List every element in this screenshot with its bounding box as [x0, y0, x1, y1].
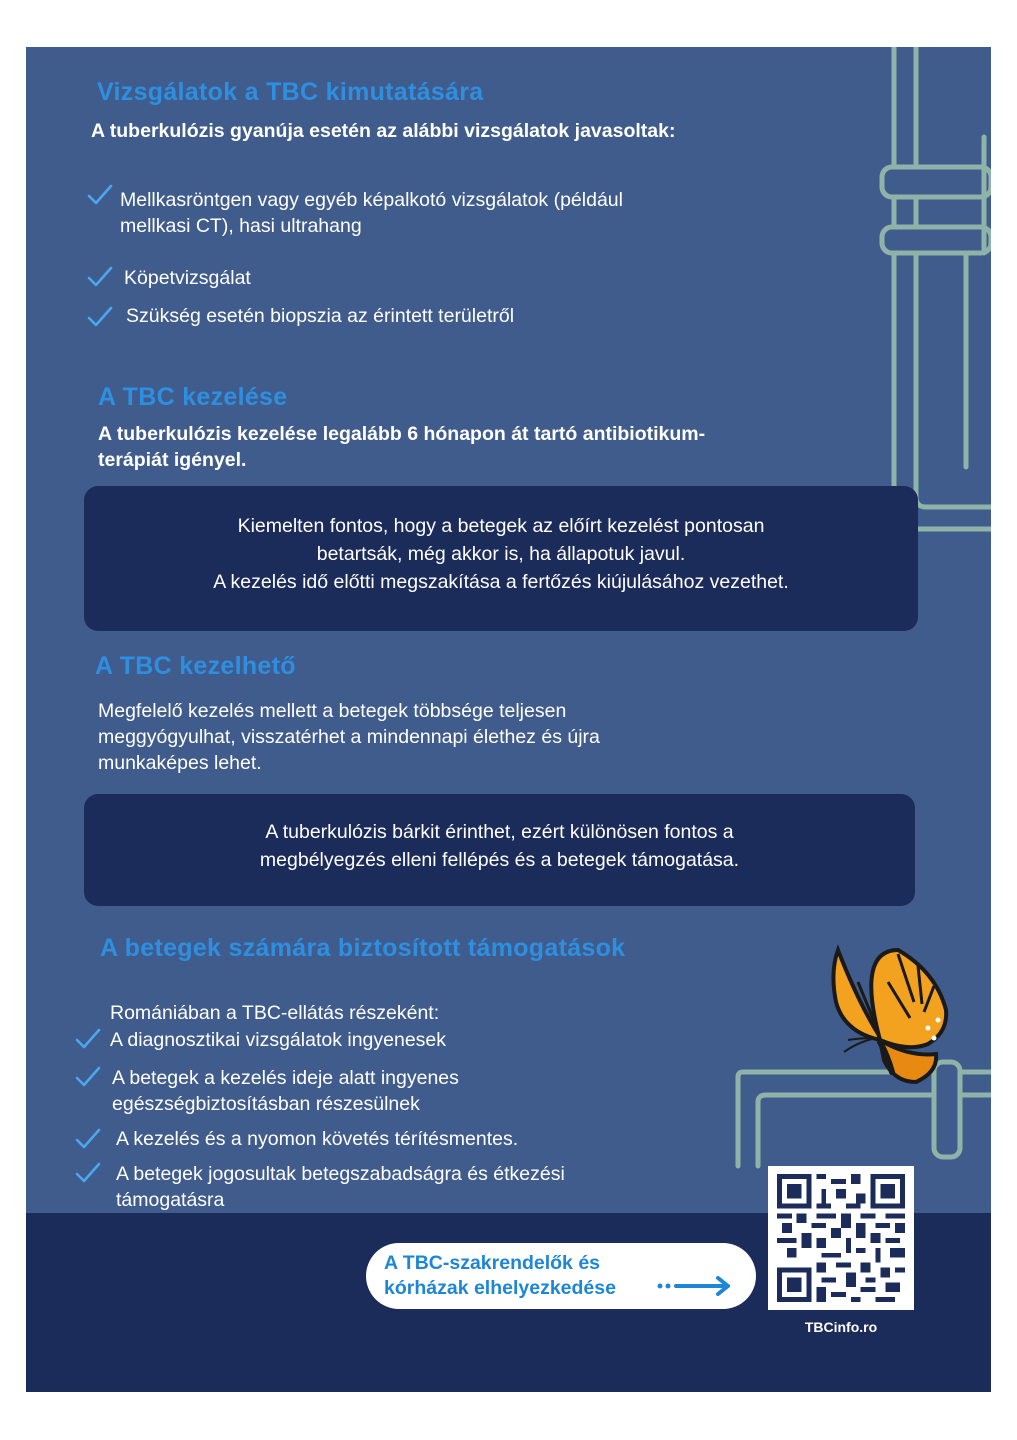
checkmark-icon — [74, 1065, 102, 1089]
list-item-text: A betegek jogosultak betegszabadságra és étkezési támogatásra — [116, 1163, 565, 1211]
list-item-text: A diagnosztikai vizsgálatok ingyenesek — [110, 1029, 447, 1051]
list-item-text: A kezelés és a nyomon követés térítésmentes. — [116, 1128, 519, 1150]
stigma-notice-text: A tuberkulózis bárkit érinthet, ezért különösen fontos a megbélyegzés elleni fellépés és a betegek támogatása. — [259, 821, 740, 871]
section4-intro: Romániában a TBC-ellátás részeként: — [110, 1002, 440, 1024]
arrow-right-icon — [656, 1276, 736, 1296]
checkmark-icon — [74, 1027, 102, 1051]
section2-intro: A tuberkulózis kezelése legalább 6 hónapon át tartó antibiotikum-terápiát igényel. — [98, 423, 706, 471]
checkmark-icon — [74, 1161, 102, 1185]
list-item — [86, 183, 706, 239]
stigma-notice-box — [84, 794, 915, 906]
butterfly-icon — [818, 942, 958, 1092]
locations-link[interactable] — [366, 1243, 756, 1309]
section3-title: A TBC kezelhető — [95, 652, 296, 680]
poster — [26, 47, 991, 1392]
list-item-text: Szükség esetén biopszia az érintett területről — [126, 305, 515, 327]
list-item-text: A betegek a kezelés ideje alatt ingyenes egészségbiztosításban részesülnek — [112, 1067, 459, 1115]
list-item — [74, 1127, 518, 1152]
section4-title: A betegek számára biztosított támogatások — [100, 934, 626, 962]
checkmark-icon — [86, 265, 114, 289]
checkmark-icon — [74, 1127, 102, 1151]
checkmark-icon — [86, 183, 114, 207]
list-item — [86, 305, 514, 329]
qr-code[interactable] — [768, 1166, 914, 1310]
list-item-text: Mellkasröntgen vagy egyéb képalkotó vizsgálatok (például mellkasi CT), hasi ultrahang — [120, 189, 623, 237]
notice-line-2: A kezelés idő előtti megszakítása a fertőzés kiújulásához vezethet. — [213, 571, 789, 593]
checkmark-icon — [86, 305, 114, 329]
list-item-text: Köpetvizsgálat — [124, 267, 251, 289]
website-label[interactable]: TBCinfo.ro — [804, 1319, 878, 1335]
section1-title: Vizsgálatok a TBC kimutatására — [97, 78, 484, 106]
section1-intro: A tuberkulózis gyanúja esetén az alábbi vizsgálatok javasoltak: — [91, 120, 676, 142]
notice-line-1: Kiemelten fontos, hogy a betegek az előírt kezelést pontosan betartsák, még akkor is, ha állapotuk javul. — [237, 515, 765, 565]
list-item — [74, 1161, 594, 1213]
section2-title: A TBC kezelése — [98, 383, 288, 411]
locations-link-label: A TBC-szakrendelők és kórházak elhelyezkedése — [384, 1252, 616, 1299]
qr-code-icon — [776, 1174, 906, 1302]
list-item — [74, 1065, 594, 1117]
section3-intro: Megfelelő kezelés mellett a betegek többsége teljesen meggyógyulhat, visszatérhet a mindennapi élethez és újra munkaképes lehet. — [98, 700, 600, 774]
list-item — [74, 1027, 446, 1053]
treatment-notice-box — [84, 486, 918, 631]
list-item — [86, 265, 251, 291]
